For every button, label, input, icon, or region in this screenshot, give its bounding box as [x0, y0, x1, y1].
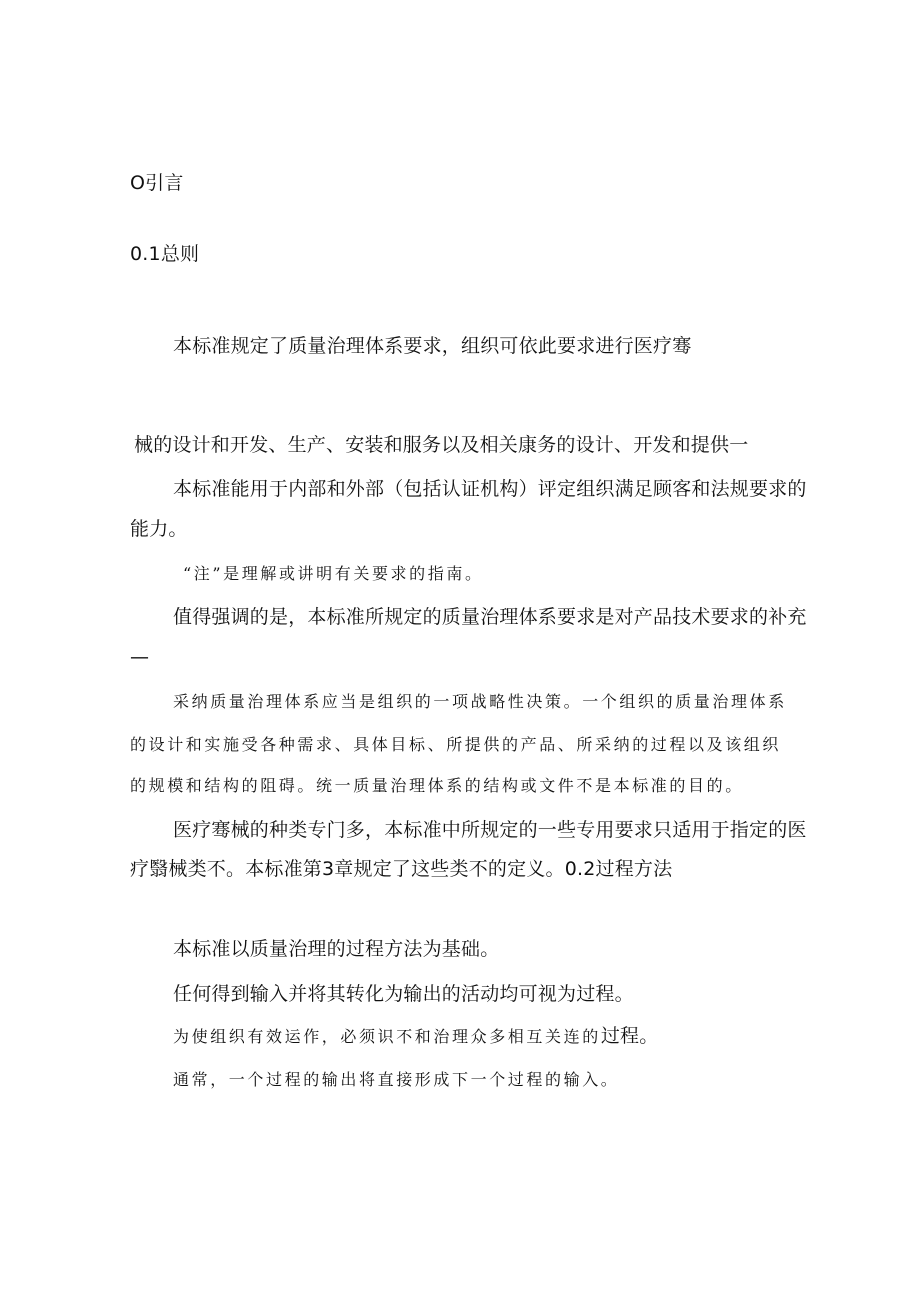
paragraph-line: 械的设计和开发、生产、安装和服务以及相关康务的设计、开发和提供一: [134, 434, 749, 456]
paragraph-line: 本标准规定了质量治理体系要求，组织可依此要求进行医疗骞: [173, 335, 692, 357]
paragraph-line: 本标准以质量治理的过程方法为基础。: [173, 938, 500, 960]
paragraph-text: 过程。: [600, 1025, 659, 1047]
paragraph-line: 的规模和结构的阻碍。统一质量治理体系的结构或文件不是本标准的目的。: [130, 776, 744, 795]
paragraph-line: 值得强调的是，本标准所规定的质量治理体系要求是对产品技术要求的补充: [173, 606, 807, 628]
paragraph-line: 的设计和实施受各种需求、具体目标、所提供的产品、所采纳的过程以及该组织: [130, 735, 782, 754]
subsection-heading: 0.1总则: [130, 243, 200, 265]
paragraph-line: 医疗骞械的种类专门多，本标准中所规定的一些专用要求只适用于指定的医: [173, 819, 807, 841]
paragraph-line: —: [130, 646, 150, 668]
paragraph-text: 为使组织有效运作，必须识不和治理众多相互关连的: [173, 1027, 601, 1046]
paragraph-line: 任何得到输入并将其转化为输出的活动均可视为过程。: [173, 983, 634, 1005]
paragraph-line: 通常，一个过程的输出将直接形成下一个过程的输入。: [173, 1070, 620, 1089]
paragraph-line: 能力。: [130, 518, 188, 540]
section-heading: O引言: [130, 172, 184, 194]
paragraph-line: 疗翳械类不。本标准第3章规定了这些类不的定义。0.2过程方法: [130, 858, 673, 880]
paragraph-line: [173, 1027, 658, 1046]
paragraph-line: 本标准能用于内部和外部（包括认证机构）评定组织满足顾客和法规要求的: [173, 478, 807, 500]
paragraph-line: 采纳质量治理体系应当是组织的一项战略性决策。一个组织的质量治理体系: [173, 692, 787, 711]
note-line: “注”是理解或讲明有关要求的指南。: [183, 564, 484, 583]
